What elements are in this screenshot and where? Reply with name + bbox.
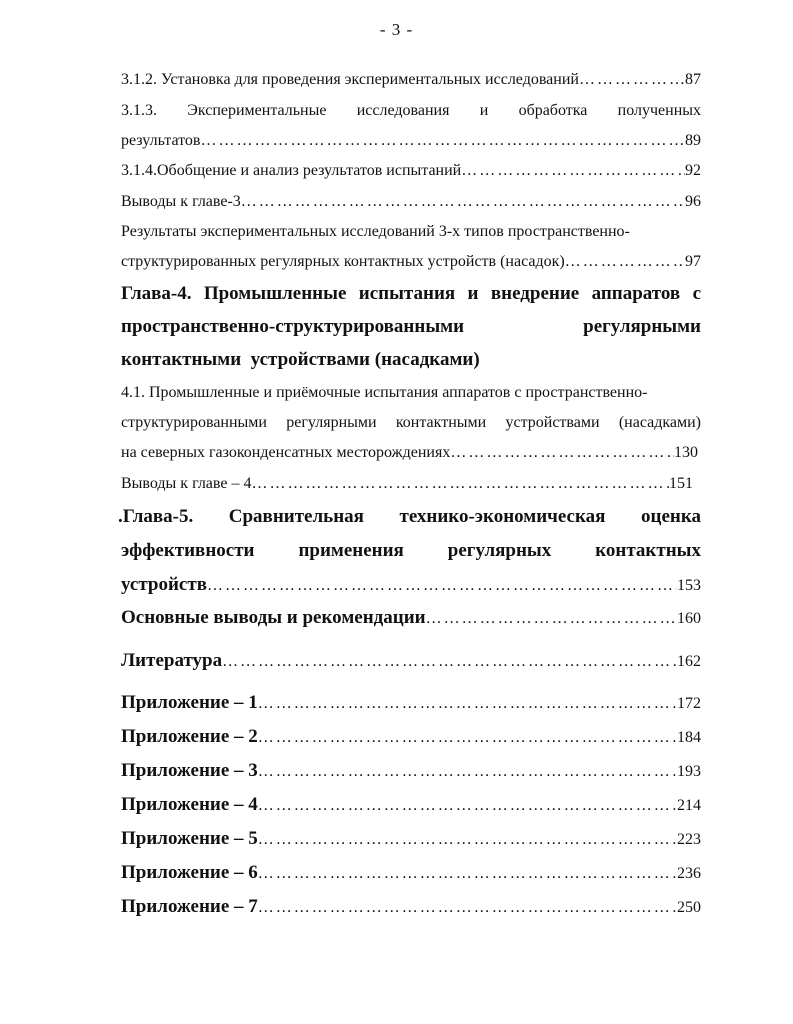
toc-entry-title: Приложение – 1 xyxy=(121,692,258,713)
chapter-4-heading-line1: Глава-4. Промышленные испытания и внедрение аппаратов с xyxy=(121,283,701,304)
toc-entry-page: 236 xyxy=(677,865,701,882)
chapter-4-heading-line2: пространственно-структурированными регулярными xyxy=(121,316,701,337)
toc-entry-4-1-line1: 4.1. Промышленные и приёмочные испытания аппаратов с пространственно- xyxy=(121,384,648,401)
toc-entry-appendix-1 xyxy=(121,691,701,716)
toc-entry-4-1 xyxy=(121,443,698,463)
toc-entry-title: Литература xyxy=(121,650,223,671)
toc-entry-3-1-2 xyxy=(121,70,701,90)
toc-entry-results-line1: Результаты экспериментальных исследований 3-х типов пространственно- xyxy=(121,223,630,240)
toc-entry-page: 87 xyxy=(685,71,701,88)
toc-entry-title: 3.1.2. Установка для проведения экспериментальных исследований xyxy=(121,71,579,88)
toc-entry-title: Приложение – 6 xyxy=(121,862,258,883)
chapter-5-heading-line2: эффективности применения регулярных контактных xyxy=(121,540,701,561)
toc-entry-title: Приложение – 7 xyxy=(121,896,258,917)
toc-entry-page: 92 xyxy=(685,162,701,179)
toc-entry-appendix-3 xyxy=(121,759,701,784)
toc-entry-page: 162 xyxy=(677,653,701,670)
toc-leader-dots xyxy=(258,692,677,716)
toc-entry-page: 130 xyxy=(674,444,698,461)
toc-entry-page: 96 xyxy=(685,193,701,210)
toc-leader-dots xyxy=(565,252,685,272)
toc-entry-title: структурированных регулярных контактных устройств (насадок) xyxy=(121,253,565,270)
toc-entry-appendix-5 xyxy=(121,827,701,852)
toc-entry-title: Приложение – 5 xyxy=(121,828,258,849)
toc-entry-results xyxy=(121,252,701,272)
toc-entry-page: 97 xyxy=(685,253,701,270)
toc-leader-dots xyxy=(222,650,677,674)
toc-entry-page: 223 xyxy=(677,831,701,848)
chapter-5-heading-line1: .Глава-5. Сравнительная технико-экономическая оценка xyxy=(118,506,701,527)
toc-entry-page: 184 xyxy=(677,729,701,746)
toc-entry-page: 153 xyxy=(677,577,701,594)
toc-leader-dots xyxy=(200,131,685,151)
toc-entry-3-1-4 xyxy=(121,161,701,181)
toc-leader-dots xyxy=(461,161,685,181)
toc-leader-dots xyxy=(258,794,677,818)
toc-entry-page: 193 xyxy=(677,763,701,780)
toc-entry-main-conclusions xyxy=(121,606,701,631)
chapter-5-heading-line3 xyxy=(121,573,701,598)
toc-entry-title: Основные выводы и рекомендации xyxy=(121,607,426,628)
toc-entry-3-1-3 xyxy=(121,131,701,151)
toc-entry-page: 214 xyxy=(677,797,701,814)
toc-entry-title: результатов xyxy=(121,132,201,149)
toc-entry-conclusions-4 xyxy=(121,474,693,494)
toc-entry-3-1-3-line1: 3.1.3. Экспериментальные исследования и обработка полученных xyxy=(121,102,701,119)
toc-entry-appendix-7 xyxy=(121,895,701,920)
toc-leader-dots xyxy=(207,574,677,598)
toc-leader-dots xyxy=(258,828,677,852)
chapter-4-heading-line3: контактными устройствами (насадками) xyxy=(121,349,480,370)
toc-entry-appendix-6 xyxy=(121,861,701,886)
toc-entry-title: Выводы к главе-3 xyxy=(121,193,241,210)
toc-entry-title: Приложение – 3 xyxy=(121,760,258,781)
toc-leader-dots xyxy=(579,70,685,90)
toc-entry-title: Выводы к главе – 4 xyxy=(121,475,252,492)
toc-entry-page: 160 xyxy=(677,610,701,627)
toc-entry-page: 151 xyxy=(669,475,693,492)
toc-entry-page: 172 xyxy=(677,695,701,712)
toc-leader-dots xyxy=(426,607,677,631)
toc-entry-4-1-line2: структурированными регулярными контактными устройствами (насадками) xyxy=(121,414,701,431)
page-number: - 3 - xyxy=(379,20,414,39)
toc-leader-dots xyxy=(258,862,677,886)
toc-entry-title: на северных газоконденсатных месторождениях xyxy=(121,444,451,461)
toc-entry-appendix-4 xyxy=(121,793,701,818)
toc-leader-dots xyxy=(241,192,685,212)
toc-entry-title: Приложение – 2 xyxy=(121,726,258,747)
toc-entry-conclusions-3 xyxy=(121,192,701,212)
toc-leader-dots xyxy=(258,726,677,750)
toc-entry-literature xyxy=(121,649,701,674)
toc-entry-title: 3.1.4.Обобщение и анализ результатов испытаний xyxy=(121,162,462,179)
toc-leader-dots xyxy=(258,760,677,784)
toc-entry-page: 89 xyxy=(685,132,701,149)
toc-leader-dots xyxy=(251,474,669,494)
toc-entry-title: Приложение – 4 xyxy=(121,794,258,815)
toc-entry-appendix-2 xyxy=(121,725,701,750)
toc-leader-dots xyxy=(258,896,677,920)
toc-leader-dots xyxy=(450,443,674,463)
toc-entry-title: устройств xyxy=(121,574,207,595)
toc-entry-page: 250 xyxy=(677,899,701,916)
